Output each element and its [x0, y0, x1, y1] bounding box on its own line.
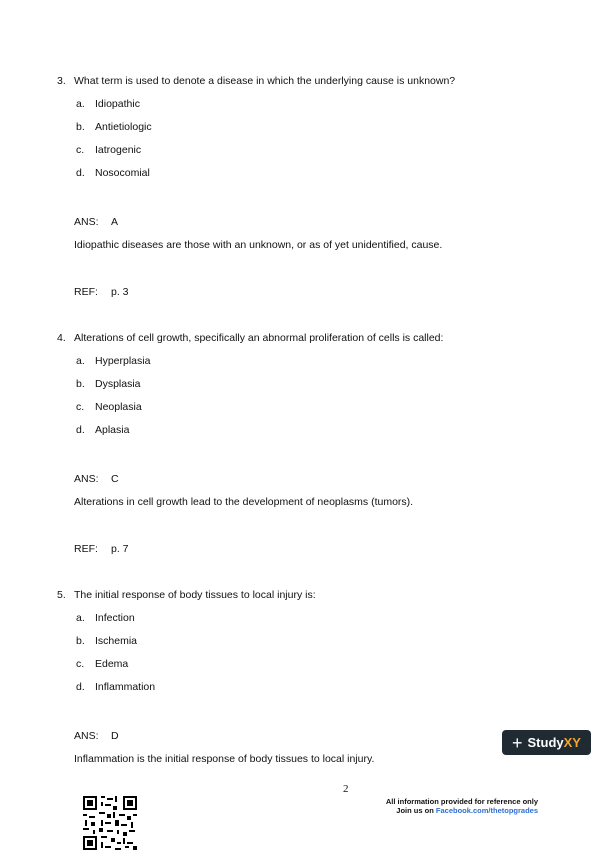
answer-explanation: Inflammation is the initial response of body tissues to local injury. — [74, 753, 375, 765]
studyxy-badge[interactable] — [502, 730, 591, 755]
option-text: Antietiologic — [95, 121, 152, 133]
option-letter: c. — [76, 144, 85, 156]
option-letter: a. — [76, 355, 85, 367]
option-text: Hyperplasia — [95, 355, 151, 367]
footer-disclaimer: All information provided for reference only — [385, 797, 538, 806]
reference-value: p. 3 — [111, 286, 129, 298]
answer-value: D — [111, 730, 119, 742]
answer-label: ANS: — [74, 730, 99, 742]
option-text: Infection — [95, 612, 135, 624]
option-text: Edema — [95, 658, 129, 670]
option-letter: a. — [76, 98, 85, 110]
option-letter: d. — [76, 424, 85, 436]
answer-explanation: Alterations in cell growth lead to the development of neoplasms (tumors). — [74, 496, 414, 508]
option-text: Inflammation — [95, 681, 156, 693]
option-text: Neoplasia — [95, 401, 142, 413]
option-letter: b. — [76, 378, 85, 390]
option-letter: d. — [76, 167, 85, 179]
answer-value: A — [111, 216, 119, 228]
option-text: Ischemia — [95, 635, 138, 647]
option-text: Aplasia — [95, 424, 130, 436]
option-letter: b. — [76, 635, 85, 647]
facebook-link[interactable]: Facebook.com/thetopgrades — [435, 806, 538, 815]
qr-code-icon — [83, 796, 137, 850]
option-letter: b. — [76, 121, 85, 133]
answer-label: ANS: — [74, 473, 99, 485]
answer-value: C — [111, 473, 119, 485]
option-text: Nosocomial — [95, 167, 150, 179]
reference-label: REF: — [74, 286, 98, 298]
answer-label: ANS: — [74, 216, 99, 228]
option-text: Dysplasia — [95, 378, 141, 390]
option-text: Iatrogenic — [95, 144, 142, 156]
badge-brand: StudyXY — [527, 735, 581, 750]
option-text: Idiopathic — [95, 98, 140, 110]
question-3-number: 3. — [57, 75, 66, 87]
answer-explanation: Idiopathic diseases are those with an unknown, or as of yet unidentified, cause. — [74, 239, 443, 251]
question-5-text: The initial response of body tissues to local injury is: — [74, 589, 316, 601]
reference-label: REF: — [74, 543, 98, 555]
option-letter: a. — [76, 612, 85, 624]
reference-value: p. 7 — [111, 543, 129, 555]
option-letter: d. — [76, 681, 85, 693]
question-4-number: 4. — [57, 332, 66, 344]
option-letter: c. — [76, 658, 85, 670]
option-letter: c. — [76, 401, 85, 413]
footer-join: Join us on Facebook.com/thetopgrades — [396, 806, 538, 815]
question-5-number: 5. — [57, 589, 66, 601]
question-4-text: Alterations of cell growth, specifically an abnormal proliferation of cells is called: — [74, 332, 444, 344]
plus-icon: + — [512, 732, 523, 753]
page-number: 2 — [343, 783, 349, 795]
question-3-text: What term is used to denote a disease in which the underlying cause is unknown? — [74, 75, 456, 87]
